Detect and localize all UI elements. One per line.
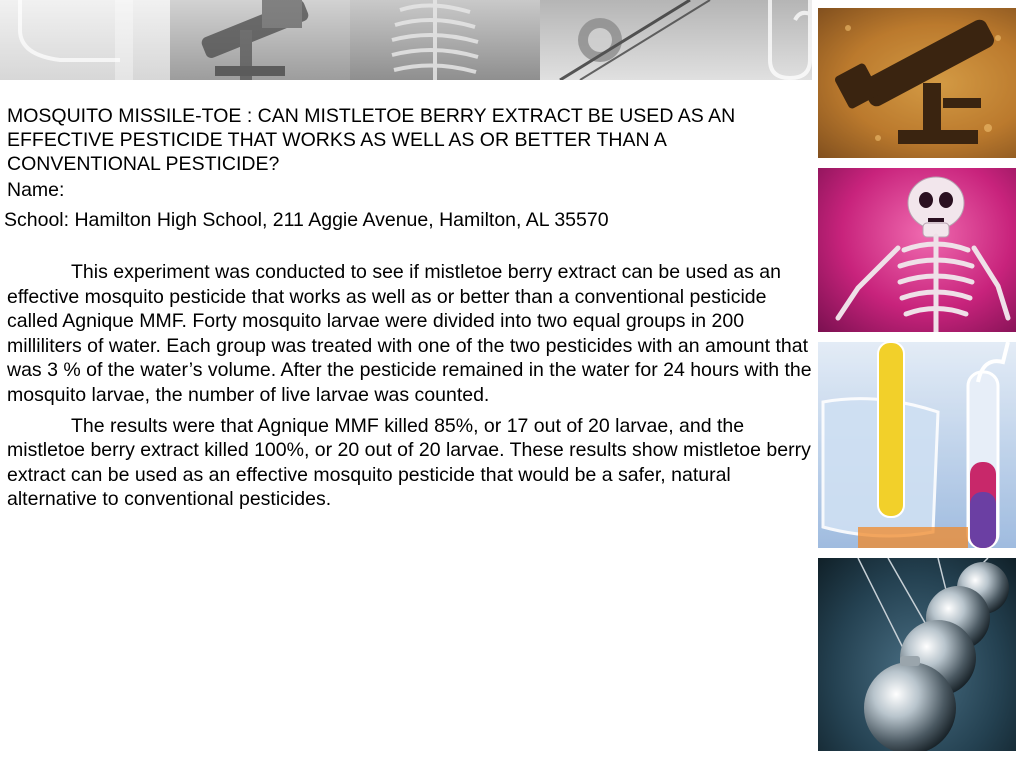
name-label: Name: [7,179,65,201]
school-line: School: Hamilton High School, 211 Aggie Avenue, Hamilton, AL 35570 [4,209,609,231]
banner-artwork [0,0,812,80]
photo-column [818,8,1016,751]
newtons-cradle-image [818,558,1016,751]
project-title: MOSQUITO MISSILE-TOE : CAN MISTLETOE BERRY EXTRACT BE USED AS AN EFFECTIVE PESTICIDE THAT WORKS AS WELL AS OR BETTER THAN A CONVENTIONAL PESTICIDE? [7,105,736,175]
science-collage-banner-image [0,0,812,80]
test-tubes-image [818,342,1016,548]
main-content [4,104,812,512]
microscope-image [818,8,1016,158]
abstract-paragraph-procedure: This experiment was conducted to see if mistletoe berry extract can be used as an effective mosquito pesticide that works as well as or better than a conventional pesticide called Agnique MMF. Forty mosquito larvae were divided into two equal groups in 200 milliliters of water. Each group was treated with one of the two pesticides with an amount that was 3 % of the water’s volume. After the pesticide remained in the water for 24 hours with the mosquito larvae, the number of live larvae was counted. [7,261,812,406]
abstract-paragraph-results: The results were that Agnique MMF killed 85%, or 17 out of 20 larvae, and the mistletoe berry extract killed 100%, or 20 out of 20 larvae. These results show mistletoe berry extract can be used as an effective mosquito pesticide that would be a safer, natural alternative to conventional pesticides. [7,414,811,511]
skeleton-image [818,168,1016,332]
